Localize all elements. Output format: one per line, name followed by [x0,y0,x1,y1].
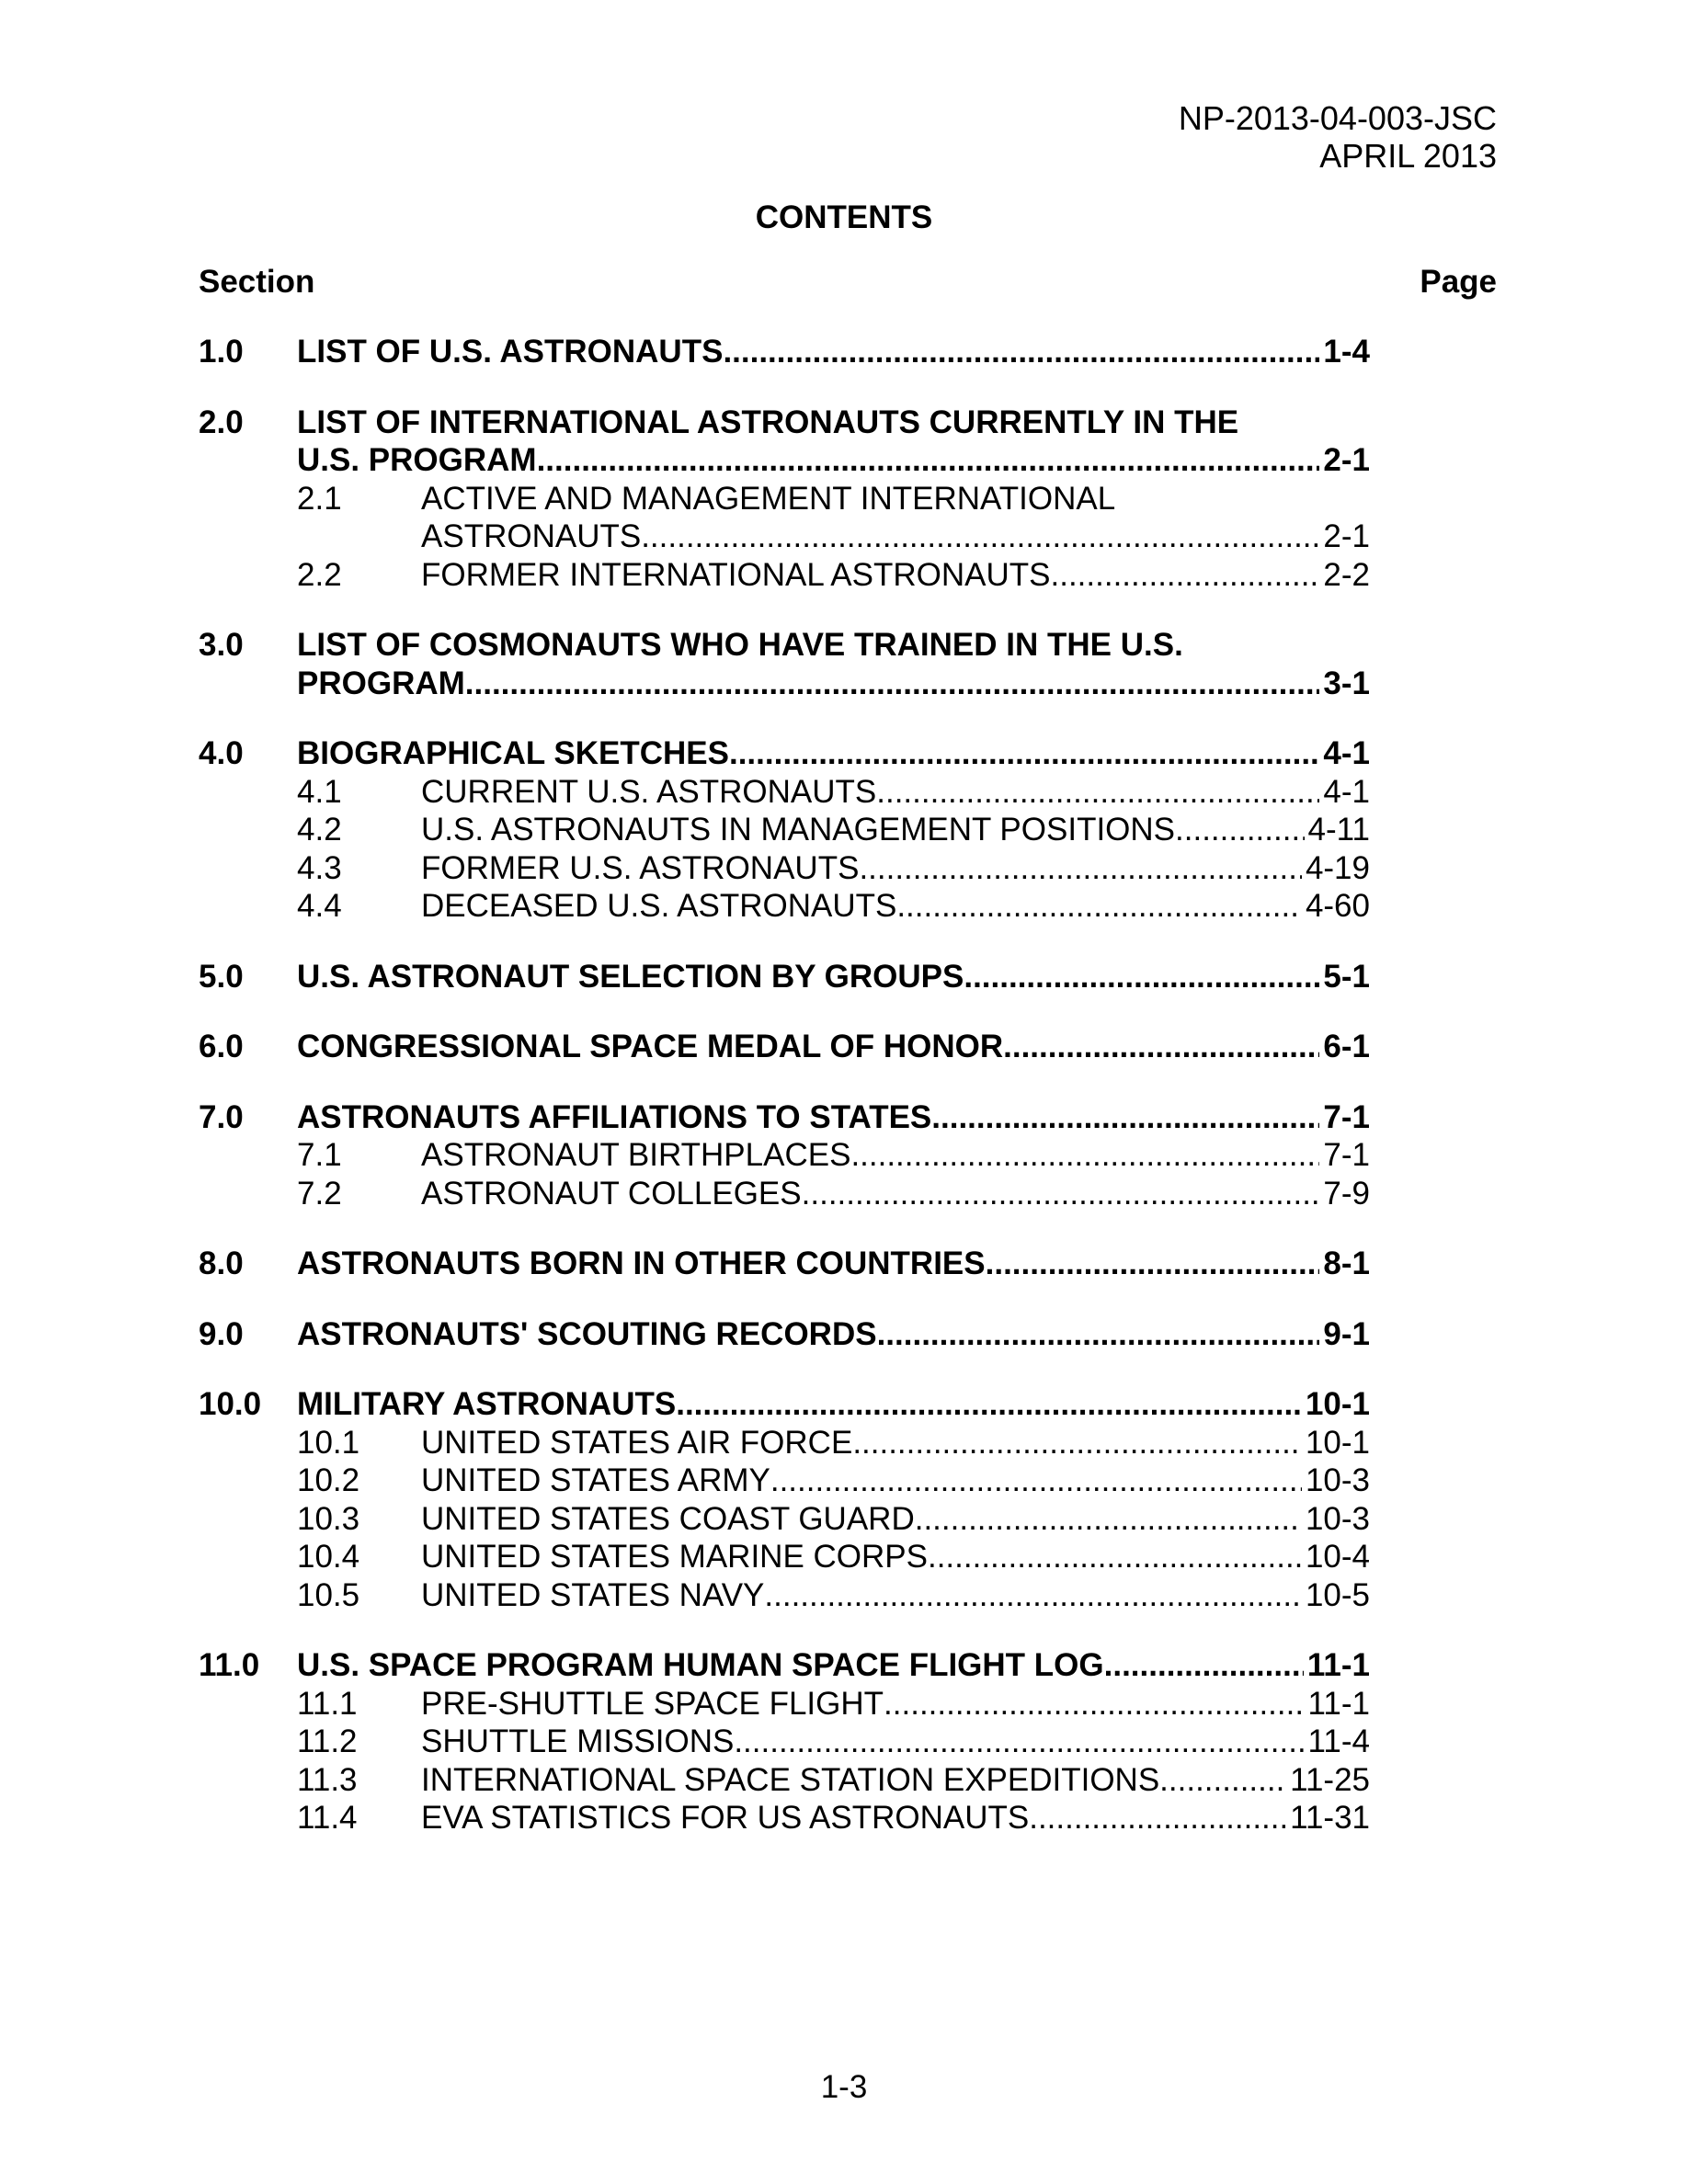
toc-page-ref: 8-1 [1323,1246,1370,1281]
dot-leader [859,849,1302,888]
toc-entry-number: 10.1 [297,1424,360,1461]
dot-leader [964,958,1319,996]
toc-page-ref: 10-4 [1305,1539,1370,1575]
dot-leader [876,773,1319,812]
dot-leader [764,1576,1302,1615]
toc-section-2-0 [199,404,1370,595]
toc-page-ref: 4-1 [1323,735,1370,771]
toc-page-ref: 7-9 [1323,1175,1370,1211]
toc-entry-title: CONGRESSIONAL SPACE MEDAL OF HONOR [297,1029,1004,1064]
toc-entry-title: U.S. SPACE PROGRAM HUMAN SPACE FLIGHT LOG [297,1647,1104,1683]
toc-entry-number: 7.1 [297,1137,342,1173]
toc-entry-title: UNITED STATES ARMY [421,1462,770,1498]
dot-leader [1175,811,1305,849]
document-date: APRIL 2013 [1319,137,1497,175]
toc-entry-number: 10.2 [297,1462,360,1498]
dot-leader [1003,1028,1319,1066]
document-id-block [1179,99,1497,175]
toc-entry-number: 9.0 [199,1315,244,1352]
toc-entry-number: 6.0 [199,1029,244,1064]
toc-page-ref: 9-1 [1323,1315,1370,1352]
toc-page-ref: 11-1 [1307,1685,1370,1722]
toc-page-ref: 2-1 [1323,442,1370,478]
toc-subentry[interactable] [199,1799,1370,1837]
dot-leader [850,1136,1319,1175]
toc-entry-number: 11.0 [199,1647,260,1683]
toc-entry-number: 2.0 [199,404,244,440]
toc-entry-number: 10.4 [297,1539,360,1575]
dot-leader [1104,1646,1304,1685]
toc-page-ref: 4-1 [1323,773,1370,810]
toc-entry-title: FORMER U.S. ASTRONAUTS [421,849,860,886]
toc-subentry[interactable] [199,1723,1370,1761]
toc-entry-title: LIST OF INTERNATIONAL ASTRONAUTS CURRENTLY IN THE [297,404,1239,440]
toc-section-5-0 [199,958,1370,996]
toc-entry[interactable] [199,1385,1370,1424]
toc-page-ref: 3-1 [1323,665,1370,701]
toc-page-ref: 10-1 [1305,1424,1370,1461]
toc-subentry[interactable] [199,480,1370,556]
toc-section-3-0 [199,626,1370,702]
toc-entry-title: BIOGRAPHICAL SKETCHES [297,735,729,771]
toc-subentry[interactable] [199,1462,1370,1500]
toc-subentry[interactable] [199,1538,1370,1576]
toc-section-6-0 [199,1028,1370,1066]
toc-page-ref: 11-4 [1307,1723,1370,1759]
toc-subentry[interactable] [199,773,1370,812]
toc-page-ref: 11-25 [1290,1761,1370,1798]
toc-page-ref: 5-1 [1323,958,1370,995]
dot-leader [465,665,1320,703]
toc-subentry[interactable] [199,1685,1370,1723]
toc-page-ref: 11-1 [1306,1647,1370,1683]
toc-page-ref: 10-3 [1305,1500,1370,1537]
toc-entry-number: 11.3 [297,1761,358,1798]
toc-entry-number: 7.0 [199,1098,244,1135]
toc-entry-number: 11.1 [297,1685,358,1722]
toc-entry-number: 10.5 [297,1576,360,1613]
dot-leader [1051,556,1320,595]
toc-entry-title: U.S. PROGRAM [297,442,537,478]
toc-page-ref: 10-3 [1305,1462,1370,1498]
dot-leader [931,1098,1319,1137]
toc-entry-number: 10.0 [199,1386,262,1422]
toc-page-ref: 4-19 [1305,849,1370,886]
toc-entry[interactable] [199,1646,1370,1685]
toc-entry-title: DECEASED U.S. ASTRONAUTS [421,888,897,924]
dot-leader [884,1685,1304,1723]
dot-leader [723,333,1319,371]
toc-section-11-0 [199,1646,1370,1837]
toc-entry-title: ASTRONAUTS [421,518,642,554]
page-column-header: Page [1420,264,1497,300]
toc-entry[interactable] [199,1245,1370,1283]
page-title: CONTENTS [755,199,933,235]
toc-subentry[interactable] [199,887,1370,926]
toc-entry-title: ASTRONAUTS AFFILIATIONS TO STATES [297,1098,932,1135]
toc-entry-title: ASTRONAUTS BORN IN OTHER COUNTRIES [297,1246,986,1281]
toc-subentry[interactable] [199,1136,1370,1175]
toc-subentry[interactable] [199,556,1370,595]
toc-entry-title: U.S. ASTRONAUT SELECTION BY GROUPS [297,958,964,995]
dot-leader [802,1175,1320,1213]
toc-entry-title: UNITED STATES NAVY [421,1576,765,1613]
dot-leader [986,1245,1320,1283]
toc-entry-number: 4.3 [297,849,342,886]
dot-leader [1159,1761,1286,1800]
toc-page-ref: 6-1 [1323,1029,1370,1064]
dot-leader [537,441,1320,480]
toc-entry-title: U.S. ASTRONAUTS IN MANAGEMENT POSITIONS [421,812,1176,847]
toc-entry[interactable] [199,1098,1370,1137]
toc-entry-title: ASTRONAUT COLLEGES [421,1175,802,1211]
toc-entry-title: FORMER INTERNATIONAL ASTRONAUTS [421,556,1051,593]
toc-section-8-0 [199,1245,1370,1283]
toc-entry-title: UNITED STATES MARINE CORPS [421,1539,928,1575]
dot-leader [915,1500,1302,1539]
toc-entry-number: 4.0 [199,735,244,771]
toc-entry-number: 2.1 [297,480,342,517]
toc-entry[interactable] [199,734,1370,773]
toc-entry-number: 4.1 [297,773,342,810]
toc-section-1-0 [199,333,1370,371]
toc-entry-number: 11.4 [297,1800,358,1836]
table-of-contents [199,333,1370,1870]
toc-page-ref: 4-11 [1307,812,1370,847]
toc-entry[interactable] [199,958,1370,996]
document-number: NP-2013-04-003-JSC [1178,99,1497,137]
dot-leader [676,1385,1302,1424]
dot-leader [734,1723,1304,1761]
toc-entry-title: UNITED STATES COAST GUARD [421,1500,915,1537]
toc-entry-title: EVA STATISTICS FOR US ASTRONAUTS [421,1800,1030,1836]
toc-entry-number: 11.2 [297,1723,358,1759]
dot-leader [729,734,1319,773]
toc-entry-number: 10.3 [297,1500,360,1537]
toc-subentry[interactable] [199,1576,1370,1615]
toc-entry-number: 4.4 [297,888,342,924]
dot-leader [877,1315,1320,1354]
toc-subentry[interactable] [199,1424,1370,1462]
toc-subentry[interactable] [199,1500,1370,1539]
toc-entry-title: ACTIVE AND MANAGEMENT INTERNATIONAL [421,480,1116,517]
toc-entry-title: PROGRAM [297,665,465,701]
toc-entry-title: INTERNATIONAL SPACE STATION EXPEDITIONS [421,1761,1160,1798]
section-column-header: Section [199,264,315,300]
toc-subentry[interactable] [199,1761,1370,1800]
toc-entry[interactable] [199,333,1370,371]
toc-page-ref: 4-60 [1305,888,1370,924]
toc-entry-number: 5.0 [199,958,244,995]
toc-entry[interactable] [199,1028,1370,1066]
toc-page-ref: 1-4 [1323,334,1370,370]
toc-subentry[interactable] [199,811,1370,849]
dot-leader [896,887,1302,926]
toc-entry-title: MILITARY ASTRONAUTS [297,1386,677,1422]
toc-entry-number: 4.2 [297,812,342,847]
page-number: 1-3 [820,2069,868,2105]
toc-page-ref: 7-1 [1323,1137,1370,1173]
dot-leader [852,1424,1302,1462]
toc-entry-title: CURRENT U.S. ASTRONAUTS [421,773,877,810]
toc-page-ref: 2-2 [1323,556,1370,593]
toc-page-ref: 7-1 [1323,1098,1370,1135]
toc-section-9-0 [199,1315,1370,1354]
dot-leader [770,1462,1302,1500]
toc-page-ref: 10-1 [1305,1386,1370,1422]
toc-entry-number: 7.2 [297,1175,342,1211]
toc-entry-title: ASTRONAUT BIRTHPLACES [421,1137,851,1173]
toc-subentry[interactable] [199,849,1370,888]
toc-section-7-0 [199,1098,1370,1213]
dot-leader [641,518,1319,556]
dot-leader [1029,1799,1286,1837]
toc-entry-number: 1.0 [199,334,244,370]
toc-section-10-0 [199,1385,1370,1614]
toc-entry[interactable] [199,404,1370,480]
toc-page-ref: 2-1 [1323,518,1370,554]
toc-entry[interactable] [199,1315,1370,1354]
toc-entry-number: 2.2 [297,556,342,593]
toc-entry-title: LIST OF U.S. ASTRONAUTS [297,334,724,370]
toc-entry-number: 3.0 [199,627,244,663]
toc-section-4-0 [199,734,1370,926]
toc-entry-number: 8.0 [199,1246,244,1281]
toc-entry-title: LIST OF COSMONAUTS WHO HAVE TRAINED IN THE U.S. [297,627,1183,663]
toc-entry-title: ASTRONAUTS' SCOUTING RECORDS [297,1315,877,1352]
toc-entry[interactable] [199,626,1370,702]
toc-entry-title: PRE-SHUTTLE SPACE FLIGHT [421,1685,884,1722]
toc-entry-title: UNITED STATES AIR FORCE [421,1424,853,1461]
dot-leader [928,1538,1302,1576]
toc-entry-title: SHUTTLE MISSIONS [421,1723,735,1759]
toc-page-ref: 11-31 [1290,1800,1370,1836]
toc-page-ref: 10-5 [1305,1576,1370,1613]
toc-subentry[interactable] [199,1175,1370,1213]
